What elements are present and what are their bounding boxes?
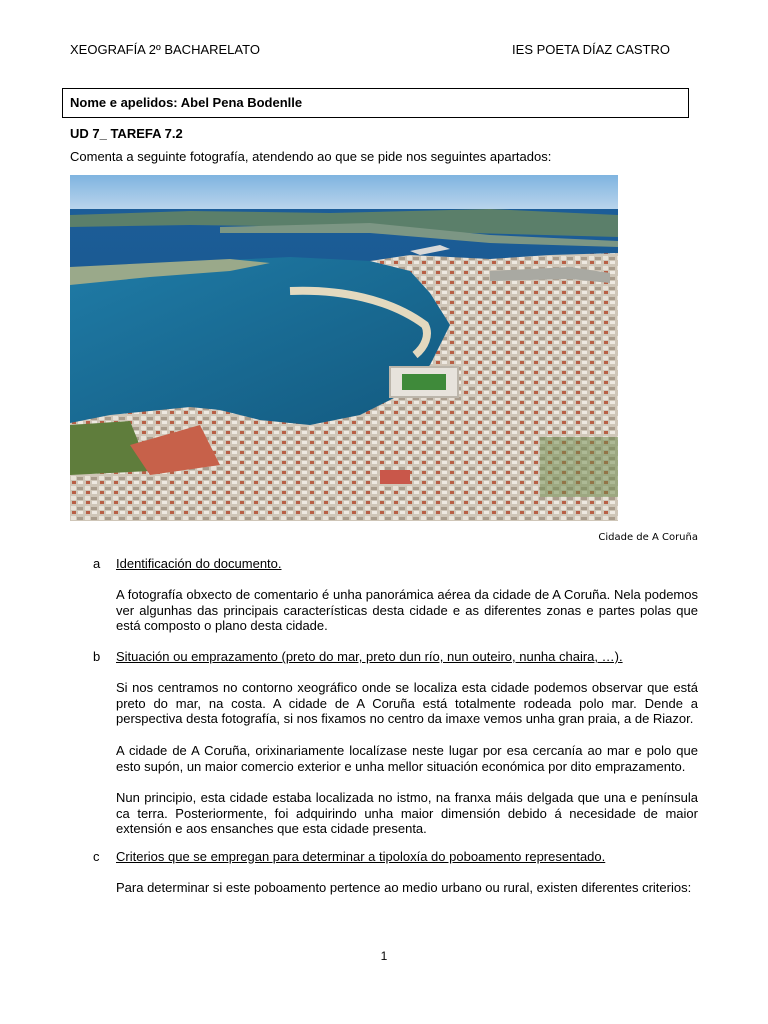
section-paragraph: Si nos centramos no contorno xeográfico onde se localiza esta cidade podemos observar que está preto do mar, na costa. A cidade de A Coruña está totalmente rodeada polo mar. Dende a perspectiva desta fotografía, si nos fixamos no centro da imaxe vemos unha gran praia, a de Riazor. — [116, 680, 698, 727]
section-paragraph: Nun principio, esta cidade estaba localizada no istmo, na franxa máis delgada que una e península ca terra. Posteriormente, foi adquirindo unha maior dimensión debido á necesidade de maior extensión e aos ensanches que esta cidade presenta. — [116, 790, 698, 837]
photo-caption: Cidade de A Coruña — [598, 532, 698, 543]
page-number: 1 — [380, 949, 388, 963]
section-heading: Identificación do documento. — [116, 556, 282, 571]
section-letter: b — [93, 649, 101, 664]
section-letter: a — [93, 556, 101, 571]
student-name-box: Nome e apelidos: Abel Pena Bodenlle — [62, 88, 689, 118]
task-title: UD 7_ TAREFA 7.2 — [70, 126, 183, 141]
section-paragraph: A cidade de A Coruña, orixinariamente localízase neste lugar por esa cercanía ao mar e polo que esto supón, un maior comercio exterior e unha mellor situación económica por dito emprazamento. — [116, 743, 698, 774]
header-course: XEOGRAFÍA 2º BACHARELATO — [70, 42, 260, 57]
section-paragraph: Para determinar si este poboamento pertence ao medio urbano ou rural, existen diferentes criterios: — [116, 880, 692, 895]
intro-text: Comenta a seguinte fotografía, atendendo ao que se pide nos seguintes apartados: — [70, 149, 552, 164]
page-header — [70, 42, 670, 57]
section-heading: Criterios que se empregan para determinar a tipoloxía do poboamento representado. — [116, 849, 606, 864]
header-school: IES POETA DÍAZ CASTRO — [512, 42, 670, 57]
aerial-photo-a-coruna — [70, 175, 618, 521]
section-letter: c — [93, 849, 100, 864]
section-heading: Situación ou emprazamento (preto do mar, preto dun río, nun outeiro, nunha chaira, …). — [116, 649, 623, 664]
section-paragraph: A fotografía obxecto de comentario é unha panorámica aérea da cidade de A Coruña. Nela podemos ver algunhas das principais características desta cidade e as diferentes zonas e partes polas que está composto o plano desta cidade. — [116, 587, 698, 634]
